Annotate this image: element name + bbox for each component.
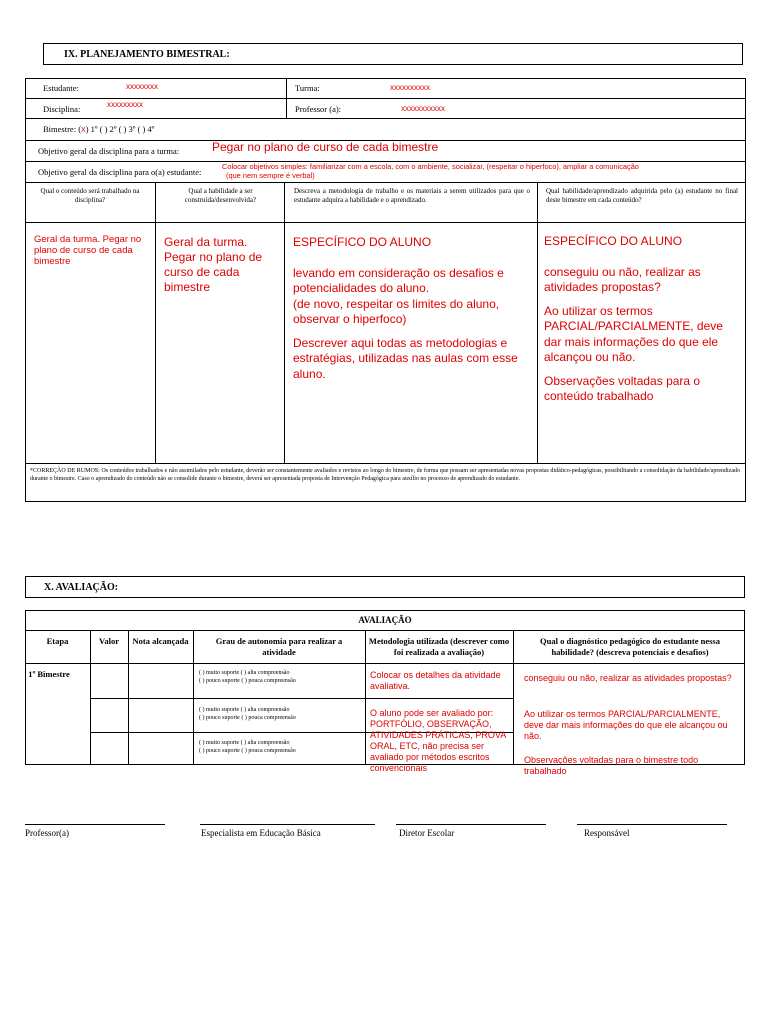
- bimestre-row: [43, 124, 154, 134]
- metodologia-text-1[interactable]: Colocar os detalhes da atividade avaliativa.: [370, 670, 501, 691]
- obj-turma-value[interactable]: Pegar no plano de curso de cada bimestre: [212, 140, 439, 154]
- autonomia-line1: ( ) muito suporte ( ) alta compreensão: [199, 670, 290, 676]
- col4-content[interactable]: [544, 234, 740, 405]
- estudante-value[interactable]: xxxxxxxx: [126, 82, 158, 91]
- col4-p4: Observações voltadas para o conteúdo trabalhado: [544, 373, 701, 403]
- col4-p1: ESPECÍFICO DO ALUNO: [544, 234, 683, 248]
- section-9-title: IX. PLANEJAMENTO BIMESTRAL:: [64, 49, 230, 60]
- col-header-conteudo: Qual o conteúdo será trabalhado na disciplina?: [40, 187, 140, 204]
- col-divider: [365, 630, 366, 765]
- section-10-title-box: [25, 576, 745, 598]
- signature-line-diretor: [396, 824, 546, 825]
- row-divider: [25, 118, 746, 119]
- col-header-aprendizado: Qual habilidade/aprendizado adquirida pelo (a) estudante no final deste bimestre em cada conteúdo?: [546, 187, 738, 204]
- obj-estudante-value-2: (que nem sempre é verbal): [226, 171, 315, 180]
- signature-responsavel: Responsável: [584, 828, 630, 838]
- turma-value[interactable]: xxxxxxxxxx: [390, 83, 430, 92]
- autonomia-line1: ( ) muito suporte ( ) alta compreensão: [199, 740, 290, 746]
- row-divider: [25, 663, 745, 664]
- section-10-title: X. AVALIAÇÃO:: [44, 582, 119, 593]
- etapa-cell: 1º Bimestre: [28, 669, 70, 679]
- diagnostico-text-3[interactable]: Observações voltadas para o bimestre todo trabalhado: [524, 755, 699, 776]
- professor-value[interactable]: xxxxxxxxxxx: [401, 104, 445, 113]
- metodologia-text-2[interactable]: O aluno pode ser avaliado por: PORTFÓLIO, OBSERVAÇÃO, ATIVIDADES PRÁTICAS, PROVA ORAL, ETC, não precisa ser avaliado por métodos escritos convencionais: [370, 708, 506, 773]
- col-divider: [284, 182, 285, 463]
- signature-line-especialista: [200, 824, 375, 825]
- obj-estudante-label: Objetivo geral da disciplina para o(a) estudante:: [38, 167, 202, 177]
- disciplina-value[interactable]: xxxxxxxxx: [107, 100, 143, 109]
- correcao-rumos-footnote: *CORREÇÃO DE RUMOS: Os conteúdos trabalhados e não assimilados pelo estudante, deverão ser constantemente avaliados e revistos ao longo do bimestre, de forma que possam ser apresentadas novas propostas didático-pedagógicas, possibilitando a consolidação da habilidade/aprendizado durante o bimestre. Caso o aprendizado do conteúdo não se consolide durante o bimestre, deverá ser apresentada proposta de Intervenção Pedagógica para auxílio no processo de aprendizado do estudante.: [30, 468, 740, 482]
- col3-p4: Descrever aqui todas as metodologias e estratégias, utilizadas nas aulas com esse aluno.: [293, 335, 518, 381]
- col-header-habilidade: Qual a habilidade a ser construída/desenvolvida?: [184, 187, 257, 204]
- row-divider: [25, 222, 746, 223]
- col1-content[interactable]: Geral da turma. Pegar no plano de curso de cada bimestre: [34, 234, 142, 267]
- signature-line-responsavel: [577, 824, 727, 825]
- col-divider: [128, 630, 129, 765]
- autonomia-line1: ( ) muito suporte ( ) alta compreensão: [199, 707, 290, 713]
- row-divider: [90, 698, 513, 699]
- autonomia-row-2[interactable]: [199, 706, 296, 722]
- header-metodologia: Metodologia utilizada (descrever como foi realizada a avaliação): [368, 636, 510, 657]
- professor-label: Professor (a):: [295, 104, 342, 114]
- col-divider: [286, 78, 287, 118]
- header-autonomia: Grau de autonomia para realizar a atividade: [215, 636, 343, 657]
- header-valor: Valor: [99, 636, 119, 646]
- col-divider: [513, 630, 514, 765]
- bimestre-check[interactable]: (X): [78, 124, 89, 134]
- row-divider: [25, 463, 746, 464]
- row-divider: [25, 182, 746, 183]
- col4-p3: Ao utilizar os termos PARCIAL/PARCIALMENTE, deve dar mais informações do que ele alcançou ou não.: [544, 303, 723, 364]
- col-header-metodologia: Descreva a metodologia de trabalho e os materiais a serem utilizados para que o estudante adquira a habilidade e o aprendizado.: [294, 187, 530, 204]
- row-divider: [25, 98, 746, 99]
- autonomia-row-1[interactable]: [199, 669, 296, 685]
- col3-content[interactable]: [293, 235, 535, 382]
- header-diagnostico: Qual o diagnóstico pedagógico do estudante nessa habilidade? (descreva potenciais e desafios): [540, 636, 720, 657]
- obj-turma-label: Objetivo geral da disciplina para a turma:: [38, 146, 180, 156]
- autonomia-line2: ( ) pouco suporte ( ) pouca compreensão: [199, 678, 296, 684]
- diagnostico-text-1[interactable]: conseguiu ou não, realizar as atividades propostas?: [524, 673, 732, 683]
- bimestre-options: 1º ( ) 2º ( ) 3º ( ) 4º: [90, 124, 155, 134]
- col-divider: [155, 182, 156, 463]
- estudante-label: Estudante:: [43, 83, 79, 93]
- turma-label: Turma:: [295, 83, 320, 93]
- disciplina-label: Disciplina:: [43, 104, 81, 114]
- col-divider: [193, 630, 194, 765]
- row-divider: [25, 630, 745, 631]
- section-9-title-box: [43, 43, 743, 65]
- signature-especialista: Especialista em Educação Básica: [201, 828, 321, 838]
- col3-p1: ESPECÍFICO DO ALUNO: [293, 235, 432, 249]
- autonomia-row-3[interactable]: [199, 739, 296, 755]
- diagnostico-text-2[interactable]: Ao utilizar os termos PARCIAL/PARCIALMENTE, deve dar mais informações do que ele alcançou ou não.: [524, 709, 728, 741]
- autonomia-line2: ( ) pouco suporte ( ) pouca compreensão: [199, 715, 296, 721]
- bimestre-label: Bimestre:: [43, 124, 77, 134]
- col-divider: [90, 630, 91, 765]
- signature-professor: Professor(a): [25, 828, 69, 838]
- col3-p3: (de novo, respeitar os limites do aluno, observar o hiperfoco): [293, 296, 500, 326]
- col4-p2: conseguiu ou não, realizar as atividades propostas?: [544, 264, 701, 294]
- col2-content[interactable]: Geral da turma. Pegar no plano de curso de cada bimestre: [164, 235, 263, 294]
- evaluation-table-title: AVALIAÇÃO: [358, 615, 412, 625]
- obj-estudante-value-1[interactable]: Colocar objetivos simples: familiarizar com a escola, com o ambiente, socializar, (respeitar o hiperfoco), ampliar a comunicação: [222, 162, 639, 171]
- col3-p2: levando em consideração os desafios e potencialidades do aluno.: [293, 265, 504, 295]
- col-divider: [537, 182, 538, 463]
- bimestre-mark: X: [81, 127, 86, 134]
- autonomia-line2: ( ) pouco suporte ( ) pouca compreensão: [199, 748, 296, 754]
- header-etapa: Etapa: [46, 636, 69, 646]
- signature-diretor: Diretor Escolar: [399, 828, 455, 838]
- header-nota: Nota alcançada: [132, 636, 189, 646]
- signature-line-professor: [25, 824, 165, 825]
